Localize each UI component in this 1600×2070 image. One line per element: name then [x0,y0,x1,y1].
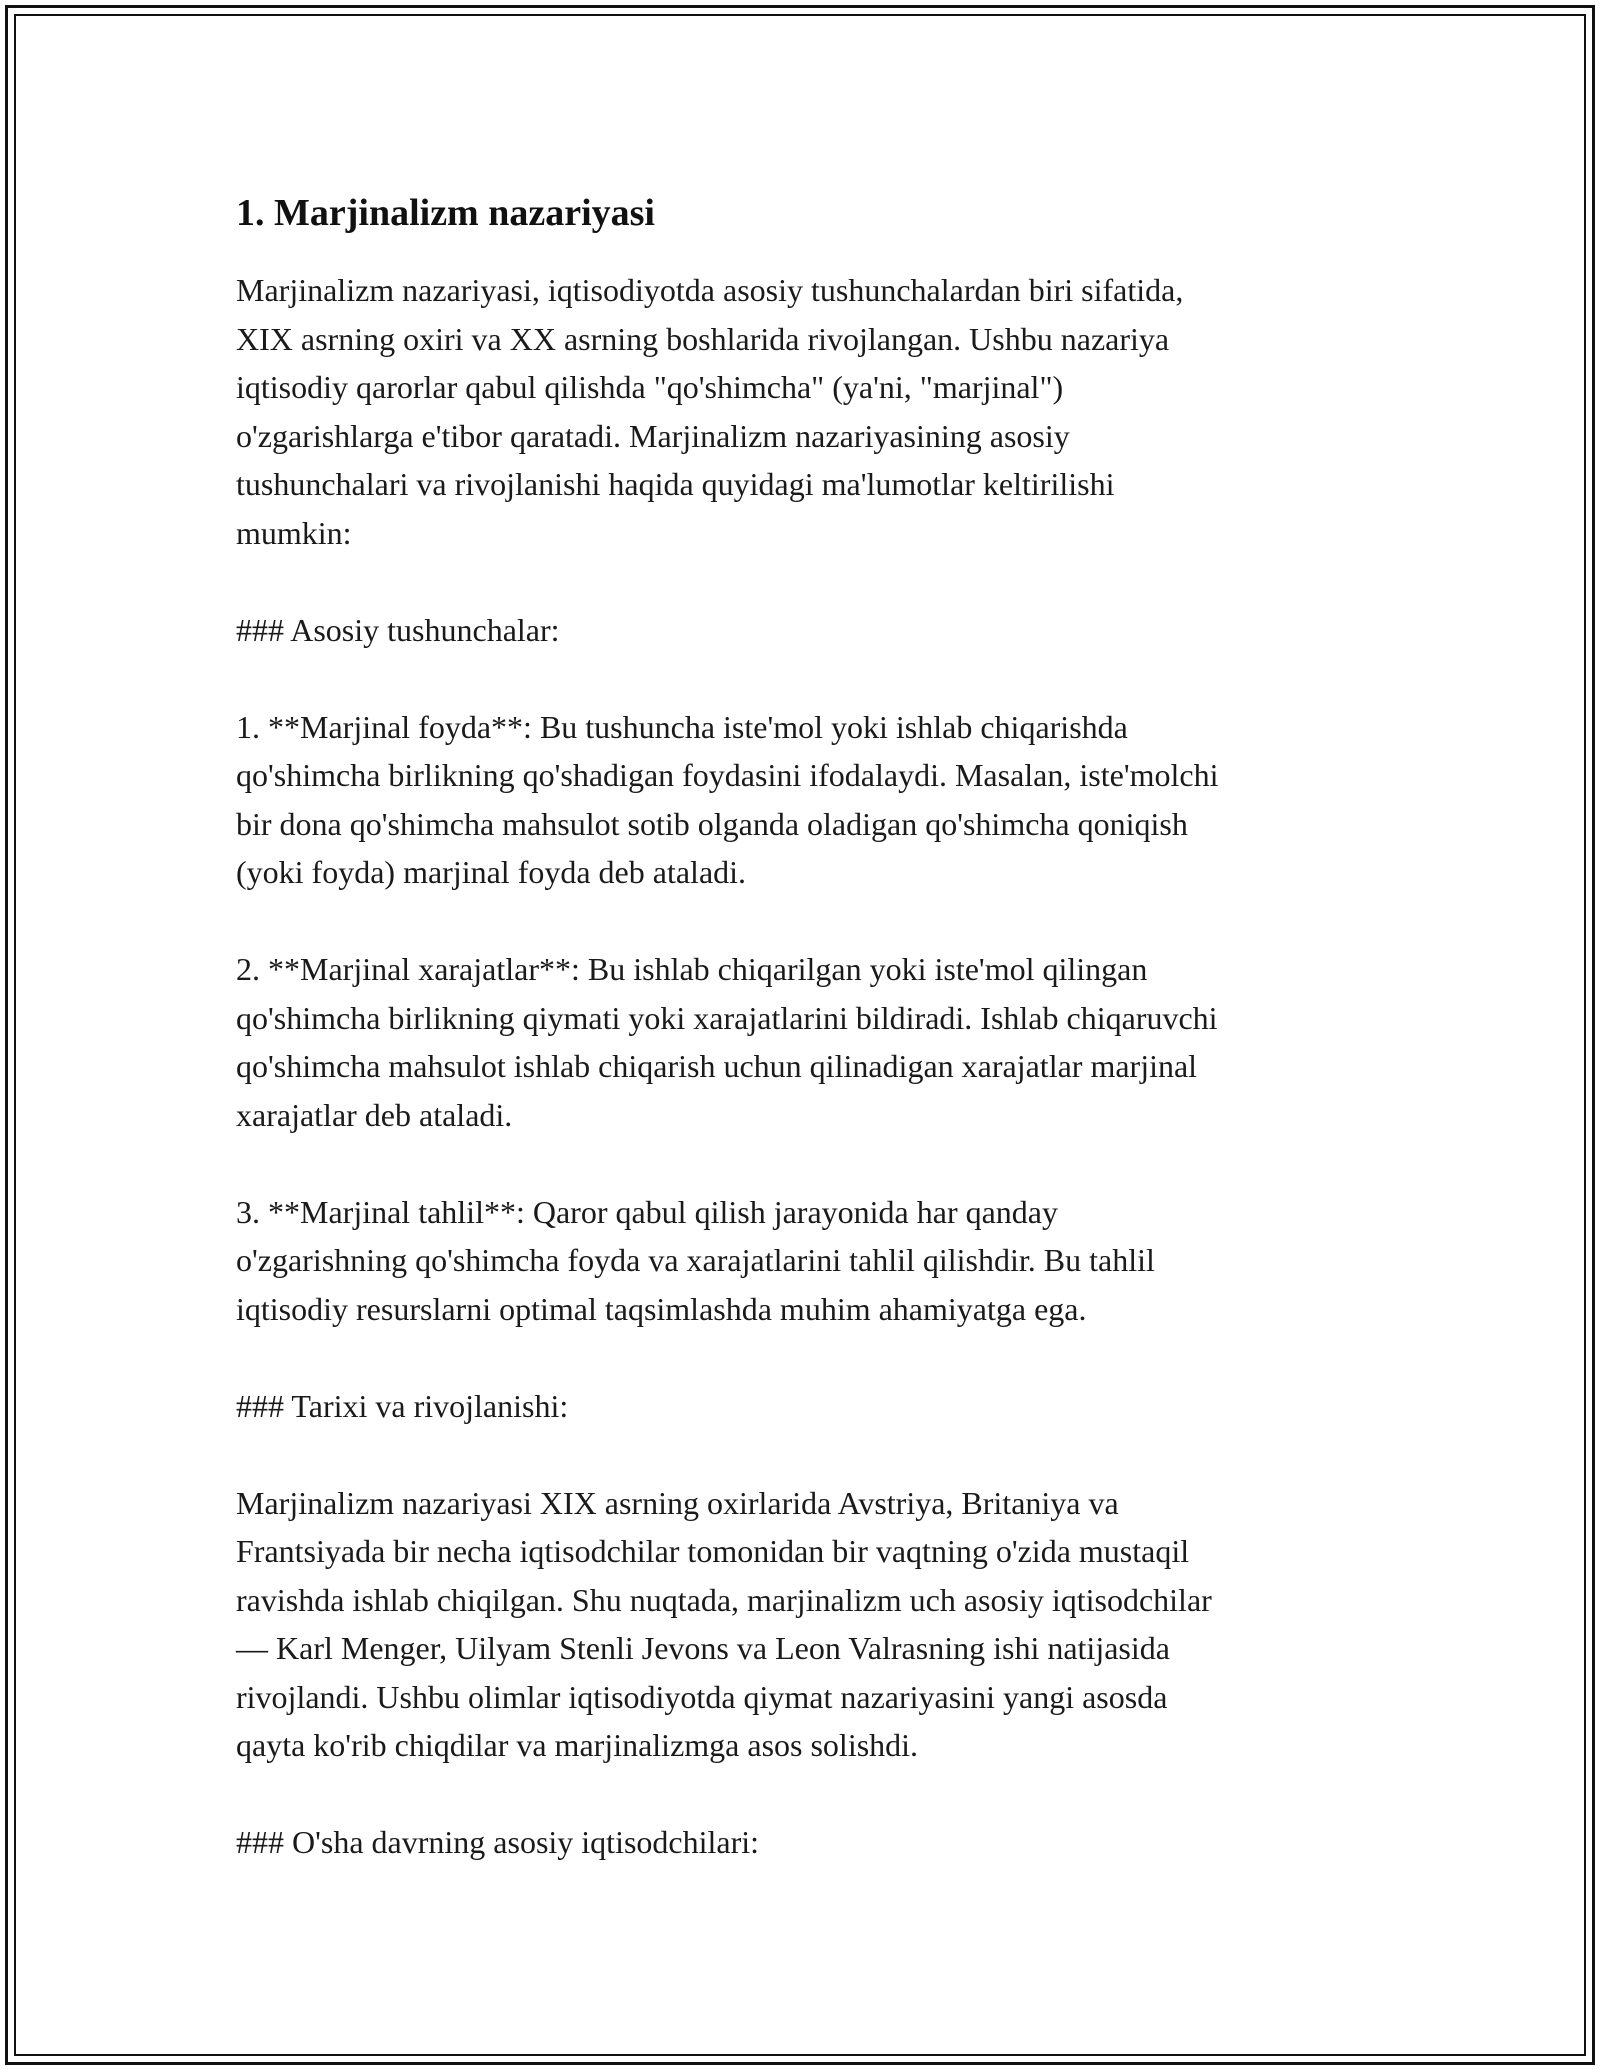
history-paragraph: Marjinalizm nazariyasi XIX asrning oxirlarida Avstriya, Britaniya va Frantsiyada bir necha iqtisodchilar tomonidan bir vaqtning o'zida mustaqil ravishda ishlab chiqilgan. Shu nuqtada, marjinalizm uch asosiy iqtisodchilar — Karl Menger, Uilyam Stenli Jevons va Leon Valrasning ishi natijasida rivojlandi. Ushbu olimlar iqtisodiyotda qiymat nazariyasini yangi asosda qayta ko'rib chiqdilar va marjinalizmga asos solishdi. [236,1484,1212,1763]
item-marjinal-xarajatlar: 2. **Marjinal xarajatlar**: Bu ishlab chiqarilgan yoki iste'mol qilingan qo'shimcha birlikning qiymati yoki xarajatlarini bildiradi. Ishlab chiqaruvchi qo'shimcha mahsulot ishlab chiqarish uchun qilinadigan xarajatlar marjinal xarajatlar deb ataladi. [236,951,1218,1133]
paragraph-gap [236,557,1376,606]
paragraph-gap [236,654,1376,703]
item-marjinal-foyda: 1. **Marjinal foyda**: Bu tushuncha iste'mol yoki ishlab chiqarishda qo'shimcha birlikning qo'shadigan foydasini ifodalaydi. Masalan, iste'molchi bir dona qo'shimcha mahsulot sotib olganda oladigan qo'shimcha qoniqish (yoki foyda) marjinal foyda deb ataladi. [236,708,1219,890]
section-title: 1. Marjinalizm nazariyasi [236,192,655,234]
paragraph-gap [236,1770,1376,1819]
heading-asosiy-tushunchalar: ### Asosiy tushunchalar: [236,611,560,648]
heading-tarixi: ### Tarixi va rivojlanishi: [236,1387,569,1424]
item-marjinal-tahlil: 3. **Marjinal tahlil**: Qaror qabul qilish jarayonida har qanday o'zgarishning qo'shimcha foyda va xarajatlarini tahlil qilishdir. Bu tahlil iqtisodiy resurslarni optimal taqsimlashda muhim ahamiyatga ega. [236,1193,1155,1327]
heading-iqtisodchilar: ### O'sha davrning asosiy iqtisodchilari: [236,1824,760,1860]
paragraph-gap [236,1430,1376,1479]
paragraph-gap [236,1333,1376,1382]
paragraph-gap [236,1139,1376,1188]
intro-paragraph: Marjinalizm nazariyasi, iqtisodiyotda asosiy tushunchalardan biri sifatida, XIX asrning oxiri va XX asrning boshlarida rivojlangan. Ushbu nazariya iqtisodiy qarorlar qabul qilishda "qo'shimcha" (ya'ni, "marjinal") o'zgarishlarga e'tibor qaratadi. Marjinalizm nazariyasining asosiy tushunchalari va rivojlanishi haqida quyidagi ma'lumotlar keltirilishi mumkin: [236,272,1184,551]
document-body [236,188,1376,1867]
paragraph-gap [236,897,1376,946]
